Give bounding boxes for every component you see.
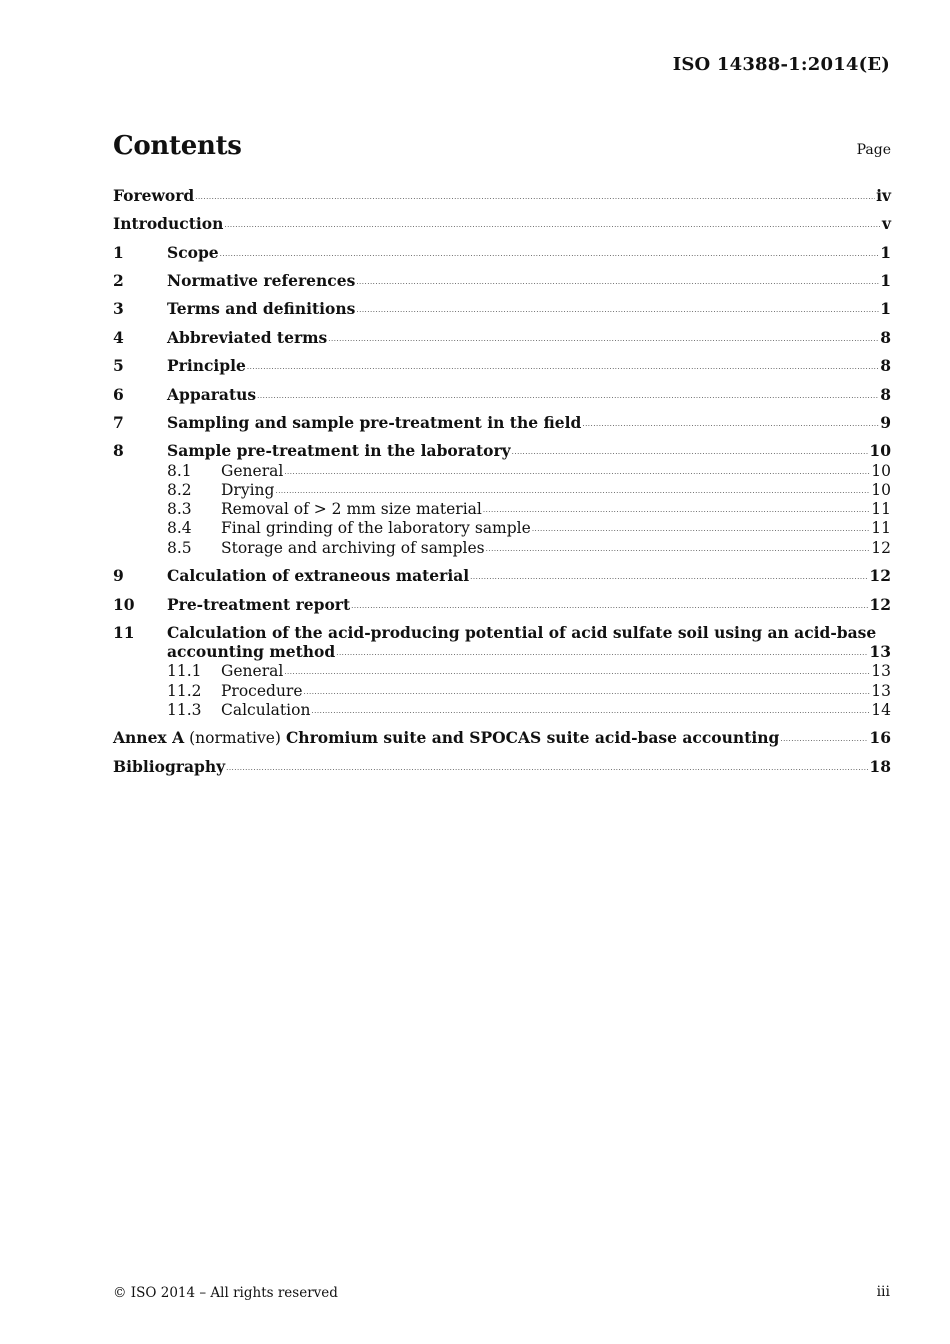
toc-entry-page: 8 [880,356,891,375]
toc-entry-page: v [881,214,891,233]
toc-entry-number: 9 [113,566,124,585]
leader-dots [224,220,881,230]
toc-entry-title: Bibliography [113,757,226,776]
toc-entry-title-line1: Calculation of the acid-producing potential of acid sulfate soil using an acid-base [167,623,877,642]
toc-entry-title: Drying [221,481,275,499]
toc-entry-number: 3 [113,299,124,318]
leader-dots [470,572,868,582]
toc-entry-page: iv [876,186,891,205]
leader-dots [532,524,870,534]
leader-dots [336,648,868,658]
toc-entry-number: 4 [113,328,124,347]
toc-entry-principle[interactable] [113,356,891,376]
page-number: iii [876,1284,890,1300]
toc-entry-title: Principle [167,356,246,375]
toc-entry-page: 14 [871,701,891,719]
toc-entry-title: Apparatus [167,385,257,404]
toc-entry-number: 5 [113,356,124,375]
copyright-notice: © ISO 2014 – All rights reserved [113,1285,338,1301]
page-title: Contents [113,131,242,161]
toc-entry-number: 11.2 [167,682,202,700]
document-id: ISO 14388-1:2014(E) [672,54,890,75]
annex-label: Annex A [113,728,185,747]
toc-entry-page: 10 [869,441,891,460]
toc-entry-title: Foreword [113,186,195,205]
toc-entry-title: Abbreviated terms [167,328,328,347]
toc-subentry-8-3[interactable] [113,499,891,519]
toc-entry-sampling-field[interactable] [113,413,891,433]
leader-dots [257,391,879,401]
toc-subentry-8-5[interactable] [113,538,891,558]
toc-entry-page: 18 [869,757,891,776]
toc-entry-title: General [221,662,284,680]
toc-entry-introduction[interactable] [113,214,891,234]
toc-entry-number: 6 [113,385,124,404]
leader-dots [356,277,879,287]
toc-entry-number: 8.5 [167,539,192,557]
leader-dots [311,706,870,716]
toc-entry-page: 8 [880,385,891,404]
toc-entry-title: Removal of > 2 mm size material [221,500,482,518]
toc-subentry-11-1[interactable] [113,661,891,681]
toc-entry-page: 11 [871,500,891,518]
toc-entry-pretreatment-report[interactable] [113,595,891,615]
toc-entry-page: 13 [871,682,891,700]
toc-entry-page: 13 [871,662,891,680]
toc-entry-scope[interactable] [113,243,891,263]
annex-qualifier: (normative) [189,729,281,747]
toc-entry-number: 10 [113,595,135,614]
toc-entry-title: Terms and definitions [167,299,356,318]
toc-entry-number: 11 [113,623,135,642]
toc-entry-page: 12 [869,566,891,585]
toc-entry-terms-and-definitions[interactable] [113,299,891,319]
leader-dots [512,447,869,457]
leader-dots [328,334,879,344]
toc-entry-title: Pre-treatment report [167,595,351,614]
toc-entry-number: 8 [113,441,124,460]
toc-entry-annex-a[interactable] [113,728,891,748]
leader-dots [195,192,875,202]
toc-entry-page: 1 [880,243,891,262]
toc-entry-acid-producing-potential-cont[interactable] [167,642,891,662]
toc-entry-title: Calculation of extraneous material [167,566,470,585]
toc-entry-title: Introduction [113,214,224,233]
toc-entry-normative-references[interactable] [113,271,891,291]
leader-dots [351,601,868,611]
toc-entry-title-line2: accounting method [167,642,336,661]
toc-entry-title: Normative references [167,271,356,290]
toc-subentry-11-3[interactable] [113,700,891,720]
toc-entry-title: Sample pre-treatment in the laboratory [167,441,511,460]
toc-entry-page: 16 [869,728,891,747]
page-column-label: Page [856,142,891,158]
toc-entry-number: 1 [113,243,124,262]
toc-entry-title: Chromium suite and SPOCAS suite acid-base accounting [285,728,780,747]
toc-entry-page: 11 [871,519,891,537]
toc-entry-page: 12 [871,539,891,557]
toc-entry-number: 11.1 [167,662,202,680]
leader-dots [220,249,880,259]
toc-entry-number: 8.1 [167,462,192,480]
leader-dots [356,305,879,315]
toc-entry-page: 12 [869,595,891,614]
toc-entry-title: Final grinding of the laboratory sample [221,519,531,537]
toc-entry-extraneous-material[interactable] [113,566,891,586]
toc-entry-apparatus[interactable] [113,385,891,405]
toc-subentry-8-2[interactable] [113,480,891,500]
toc-entry-number: 7 [113,413,124,432]
leader-dots [582,419,879,429]
toc-subentry-11-2[interactable] [113,681,891,701]
toc-entry-page: 9 [880,413,891,432]
toc-entry-title: Storage and archiving of samples [221,539,485,557]
toc-entry-title: Procedure [221,682,303,700]
leader-dots [284,667,870,677]
toc-entry-page: 1 [880,271,891,290]
toc-entry-number: 8.2 [167,481,192,499]
toc-entry-sample-pretreatment-lab[interactable] [113,441,891,461]
toc-entry-number: 2 [113,271,124,290]
toc-entry-page: 10 [871,462,891,480]
toc-entry-title: General [221,462,284,480]
toc-entry-page: 13 [869,642,891,661]
leader-dots [780,734,868,744]
leader-dots [275,486,870,496]
toc-entry-number: 11.3 [167,701,202,719]
toc-entry-bibliography[interactable] [113,757,891,777]
toc-entry-page: 10 [871,481,891,499]
leader-dots [304,687,871,697]
toc-entry-acid-producing-potential[interactable] [113,623,891,643]
leader-dots [247,362,879,372]
leader-dots [226,763,868,773]
toc-entry-title: Sampling and sample pre-treatment in the field [167,413,582,432]
toc-subentry-8-1[interactable] [113,461,891,481]
toc-entry-number: 8.4 [167,519,192,537]
toc-entry-page: 8 [880,328,891,347]
toc-entry-number: 8.3 [167,500,192,518]
leader-dots [483,505,870,515]
leader-dots [486,544,871,554]
toc-subentry-8-4[interactable] [113,518,891,538]
toc-entry-title: Calculation [221,701,311,719]
toc-entry-title: Scope [167,243,219,262]
toc-entry-page: 1 [880,299,891,318]
toc-entry-abbreviated-terms[interactable] [113,328,891,348]
leader-dots [284,467,870,477]
toc-entry-foreword[interactable] [113,186,891,206]
